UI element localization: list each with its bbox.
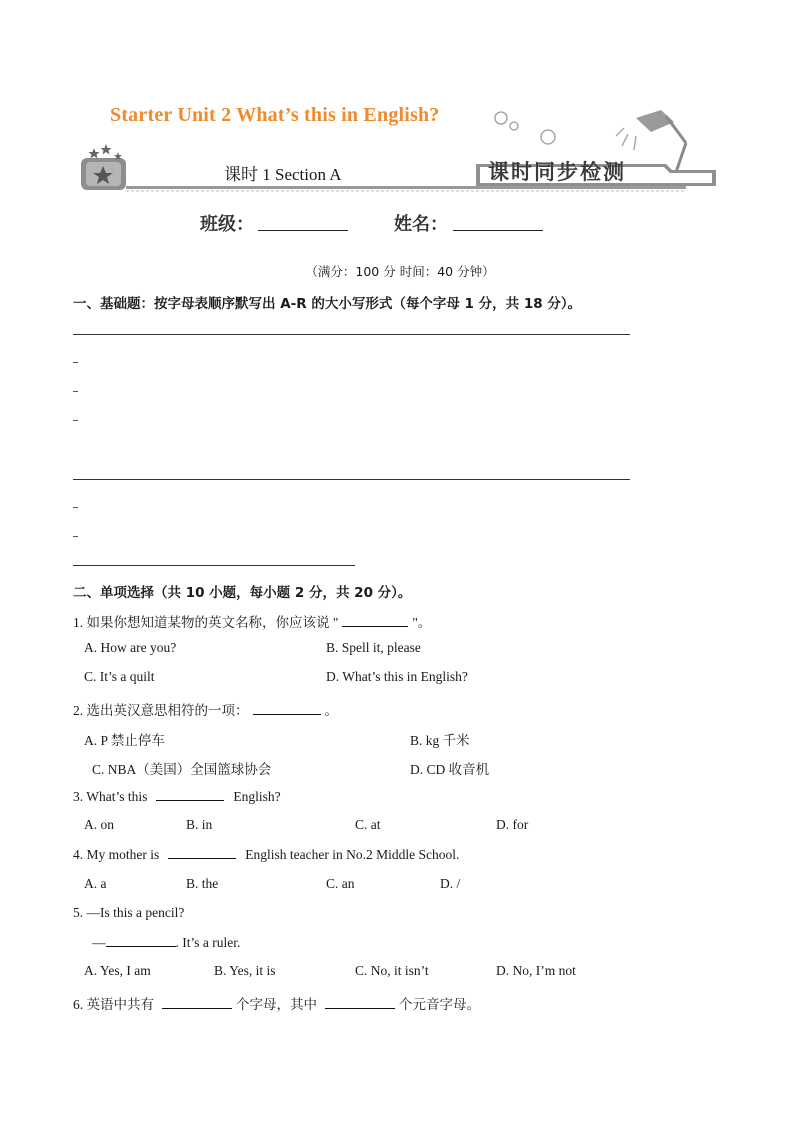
score-time-info: （满分：100 分 时间：40 分钟）	[305, 264, 495, 279]
answer-blank[interactable]	[106, 934, 176, 947]
answer-line[interactable]	[73, 334, 630, 335]
answer-blank[interactable]	[162, 996, 232, 1009]
option-b[interactable]: B. kg 千米	[410, 733, 470, 748]
option-a[interactable]: A. on	[84, 817, 114, 832]
question-5-reply: — . It’s a ruler.	[92, 935, 241, 950]
answer-line[interactable]	[73, 565, 355, 566]
option-a[interactable]: A. a	[84, 876, 107, 891]
question-1: 1. 如果你想知道某物的英文名称，你应该说 " "。	[73, 615, 432, 630]
sync-test-label: 课时同步检测	[488, 160, 626, 184]
option-c[interactable]: C. NBA（美国）全国篮球协会	[92, 762, 272, 777]
answer-blank[interactable]	[156, 788, 224, 801]
answer-line-mark	[73, 420, 78, 421]
header-banner	[76, 98, 726, 198]
question-6: 6. 英语中共有 个字母，其中 个元音字母。	[73, 997, 480, 1012]
option-d[interactable]: D. /	[440, 876, 461, 891]
star-badge-icon	[81, 144, 126, 190]
answer-blank[interactable]	[325, 996, 395, 1009]
option-d[interactable]: D. What’s this in English?	[326, 669, 468, 684]
class-label: 班级：	[200, 214, 254, 234]
option-d[interactable]: D. No, I’m not	[496, 963, 576, 978]
option-c[interactable]: C. an	[326, 876, 355, 891]
option-a[interactable]: A. How are you?	[84, 640, 177, 655]
lesson-label: 课时 1 Section A	[224, 165, 342, 184]
answer-blank[interactable]	[168, 846, 236, 859]
option-b[interactable]: B. Yes, it is	[214, 963, 276, 978]
option-d[interactable]: D. CD 收音机	[410, 762, 490, 777]
class-field[interactable]	[258, 210, 348, 231]
option-b[interactable]: B. in	[186, 817, 213, 832]
question-2: 2. 选出英汉意思相符的一项： 。	[73, 703, 338, 718]
section-2-title: 二、单项选择（共 10 小题，每小题 2 分，共 20 分）。	[73, 585, 412, 601]
name-label: 姓名：	[394, 214, 448, 234]
answer-line[interactable]	[73, 479, 630, 480]
answer-line-mark	[73, 507, 78, 508]
option-c[interactable]: C. at	[355, 817, 381, 832]
option-b[interactable]: B. the	[186, 876, 219, 891]
question-4: 4. My mother is English teacher in No.2 Middle School.	[73, 847, 460, 862]
option-d[interactable]: D. for	[496, 817, 529, 832]
option-b[interactable]: B. Spell it, please	[326, 640, 421, 655]
answer-line-mark	[73, 391, 78, 392]
answer-line-mark	[73, 362, 78, 363]
answer-blank[interactable]	[253, 702, 321, 715]
answer-blank[interactable]	[342, 614, 408, 627]
question-5: 5. —Is this a pencil?	[73, 905, 185, 920]
answer-line-mark	[73, 536, 78, 537]
option-c[interactable]: C. No, it isn’t	[355, 963, 429, 978]
option-a[interactable]: A. Yes, I am	[84, 963, 151, 978]
option-a[interactable]: A. P 禁止停车	[84, 733, 165, 748]
option-c[interactable]: C. It’s a quilt	[84, 669, 155, 684]
name-field[interactable]	[453, 210, 543, 231]
question-3: 3. What’s this English?	[73, 789, 281, 804]
section-1-title: 一、基础题：按字母表顺序默写出 A-R 的大小写形式（每个字母 1 分，共 18 分）。	[73, 296, 582, 312]
worksheet-title: Starter Unit 2 What’s this in English?	[110, 104, 440, 126]
